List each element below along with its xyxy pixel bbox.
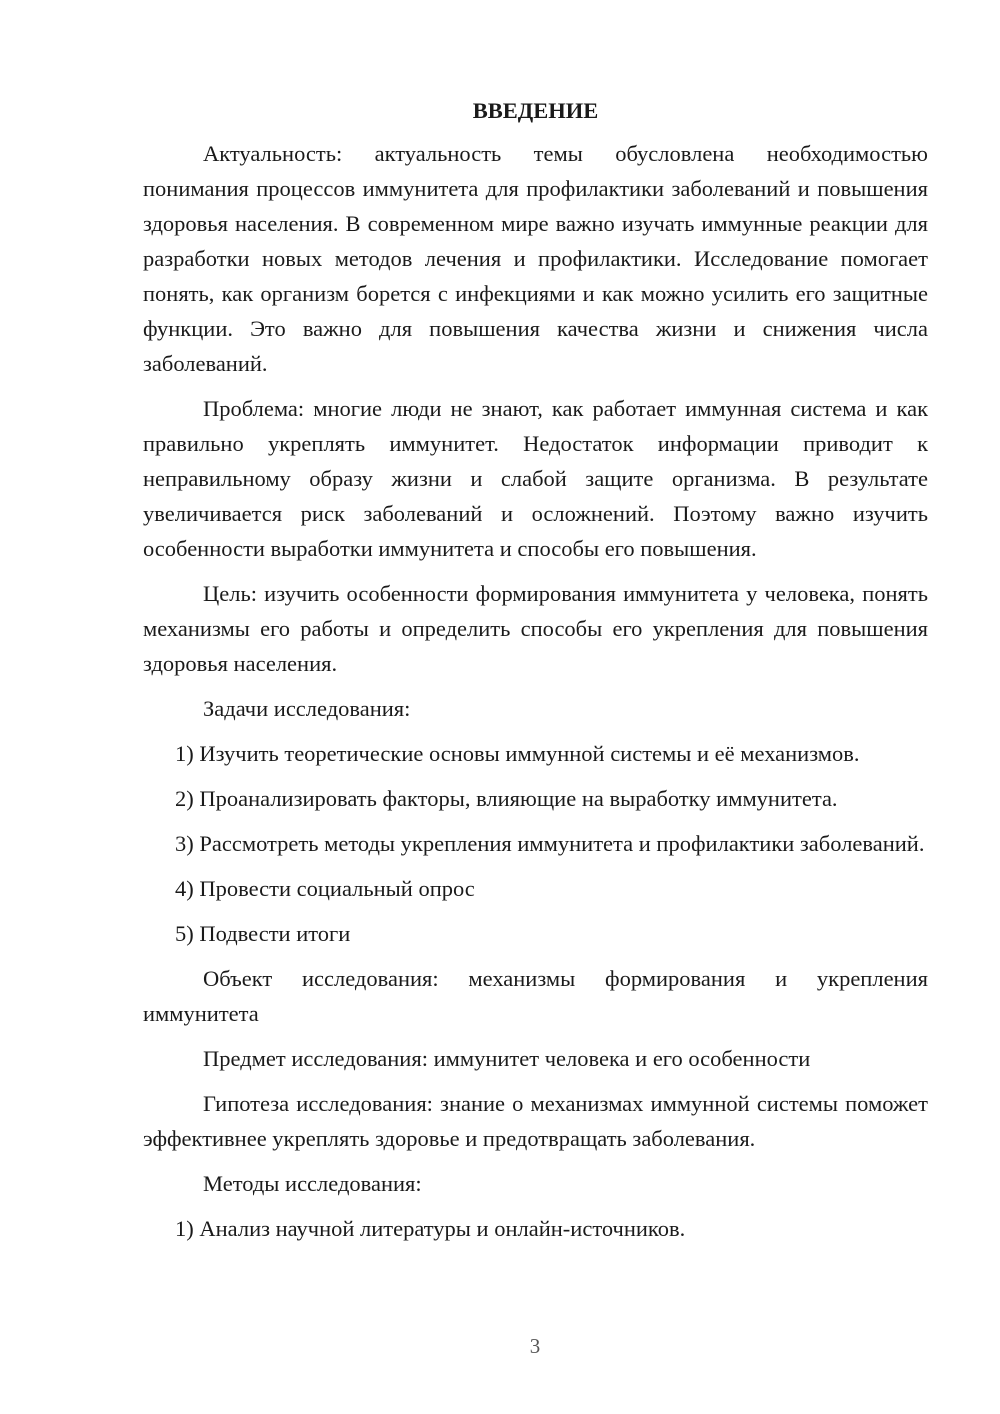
list-item-task-2: 2) Проанализировать факторы, влияющие на выработку иммунитета.: [175, 786, 838, 811]
paragraph-problem: Проблема: многие люди не знают, как работает иммунная система и как правильно укреплять иммунитет. Недостаток информации приводит к неправильному образу жизни и слабой защите организма. В результате увеличивается риск заболеваний и осложнений. Поэтому важно изучить особенности выработки иммунитета и способы его повышения.: [143, 396, 928, 561]
list-item-task-4: 4) Провести социальный опрос: [175, 876, 475, 901]
list-item-task-5: 5) Подвести итоги: [175, 921, 351, 946]
paragraph-relevance: Актуальность: актуальность темы обусловлена необходимостью понимания процессов иммунитета для профилактики заболеваний и повышения здоровья населения. В современном мире важно изучать иммунные реакции для разработки новых методов лечения и профилактики. Исследование помогает понять, как организм борется с инфекциями и как можно усилить его защитные функции. Это важно для повышения качества жизни и снижения числа заболеваний.: [143, 141, 928, 376]
list-item-method-1: 1) Анализ научной литературы и онлайн-источников.: [175, 1216, 686, 1241]
paragraph-methods-heading: Методы исследования:: [203, 1171, 422, 1196]
page-number: 3: [529, 1334, 541, 1358]
page-content: [143, 96, 928, 1256]
paragraph-goal: Цель: изучить особенности формирования иммунитета у человека, понять механизмы его работы и определить способы его укрепления для повышения здоровья населения.: [143, 581, 928, 676]
paragraph-subject: Предмет исследования: иммунитет человека и его особенности: [203, 1046, 811, 1071]
paragraph-tasks-heading: Задачи исследования:: [203, 696, 411, 721]
list-item-task-3: 3) Рассмотреть методы укрепления иммунитета и профилактики заболеваний.: [175, 831, 925, 856]
paragraph-object: Объект исследования: механизмы формирования и укрепления иммунитета: [143, 966, 928, 1026]
section-title: ВВЕДЕНИЕ: [472, 98, 599, 123]
paragraph-hypothesis: Гипотеза исследования: знание о механизмах иммунной системы поможет эффективнее укреплять здоровье и предотвращать заболевания.: [143, 1091, 928, 1151]
list-item-task-1: 1) Изучить теоретические основы иммунной системы и её механизмов.: [175, 741, 860, 766]
